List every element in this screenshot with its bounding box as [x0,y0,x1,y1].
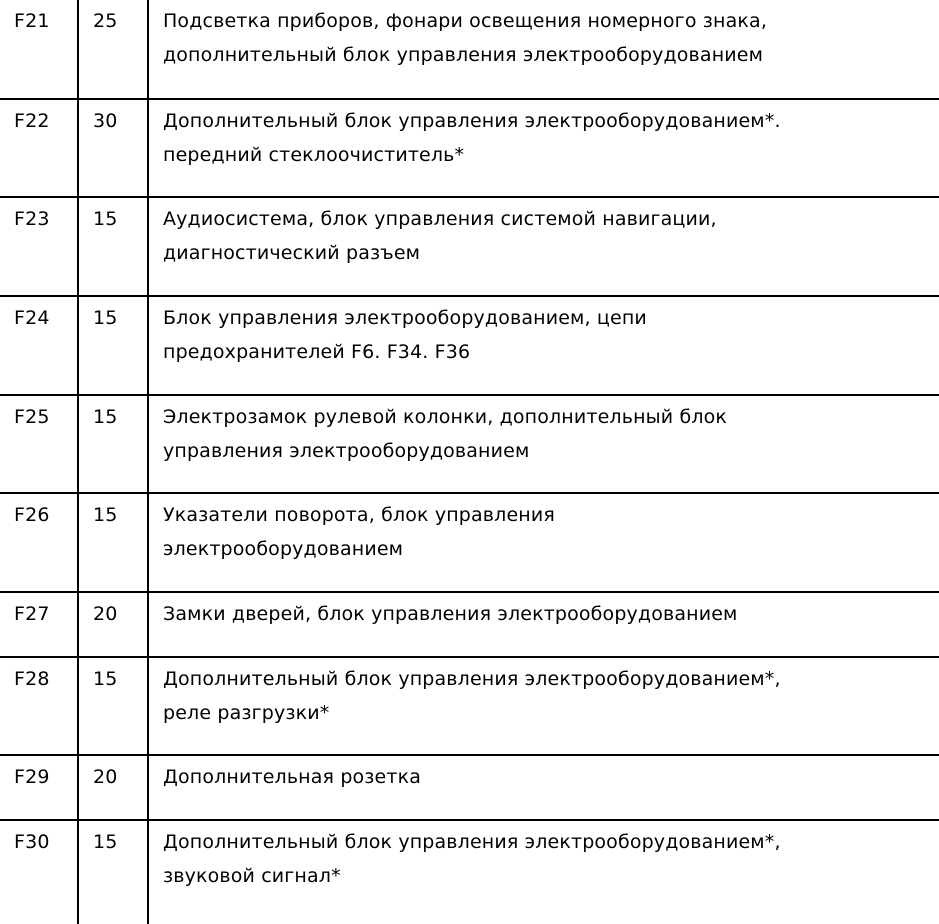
table-row [0,820,939,924]
fuse-id: F28 [0,657,78,756]
fuse-description-line: Дополнительный блок управления электрооборудованием*. [163,109,781,132]
table-row [0,99,939,198]
fuse-amperage: 15 [78,493,148,592]
fuse-description [148,493,939,592]
fuse-amperage: 15 [78,820,148,924]
fuse-description-line: дополнительный блок управления электрооборудованием [163,44,764,66]
fuse-amperage: 20 [78,755,148,820]
fuse-id: F24 [0,296,78,395]
table-row [0,296,939,395]
fuse-description-line: звуковой сигнал* [163,864,341,887]
fuse-description-line: Замки дверей, блок управления электрооборудованием [163,602,738,625]
fuse-amperage: 30 [78,99,148,198]
table-row [0,657,939,756]
fuse-description-line: Блок управления электрооборудованием, цепи [163,306,647,329]
fuse-amperage: 15 [78,395,148,494]
fuse-id: F27 [0,592,78,657]
table-row [0,197,939,296]
fuse-description-line: диагностический разъем [163,242,421,265]
fuse-amperage: 25 [78,0,148,99]
fuse-description [148,296,939,395]
table-row [0,493,939,592]
fuse-description-line: Дополнительный блок управления электрооборудованием*, [163,667,781,690]
fuse-description-line: Электрозамок рулевой колонки, дополнительный блок [163,405,728,428]
fuse-id: F21 [0,0,78,99]
table-row [0,395,939,494]
fuse-amperage: 15 [78,197,148,296]
fuse-id: F30 [14,830,50,853]
fuse-description-line: Указатели поворота, блок управления [163,504,555,527]
fuse-description [148,755,939,820]
fuse-description [148,657,939,756]
fuse-description-line: Дополнительный блок управления электрооборудованием*, [163,830,781,853]
fuse-description [148,395,939,494]
fuse-id: F23 [0,197,78,296]
fuse-description-line: Подсветка приборов, фонари освещения номерного знака, [163,10,768,32]
fuse-description-line: передний стеклоочиститель* [163,143,465,166]
fuse-description [148,592,939,657]
fuse-description-line: управления электрооборудованием [163,439,530,462]
fuse-amperage: 15 [78,296,148,395]
fuse-id: F29 [0,755,78,820]
table-row [0,592,939,657]
table-row [0,0,939,99]
fuse-id: F22 [0,99,78,198]
fuse-description [148,0,939,99]
fuse-id: F26 [0,493,78,592]
fuse-description [148,99,939,198]
fuse-id: F25 [0,395,78,494]
fuse-description [148,197,939,296]
fuse-amperage: 20 [78,592,148,657]
table-row [0,755,939,820]
fuse-description-line: Дополнительная розетка [163,766,422,789]
fuse-description-line: предохранителей F6. F34. F36 [163,340,471,363]
fuse-amperage: 15 [78,657,148,756]
fuse-description [148,820,939,924]
fuse-description-line: реле разгрузки* [163,701,330,724]
fuse-description-line: электрооборудованием [163,538,404,561]
fuse-description-line: Аудиосистема, блок управления системой навигации, [163,208,717,231]
